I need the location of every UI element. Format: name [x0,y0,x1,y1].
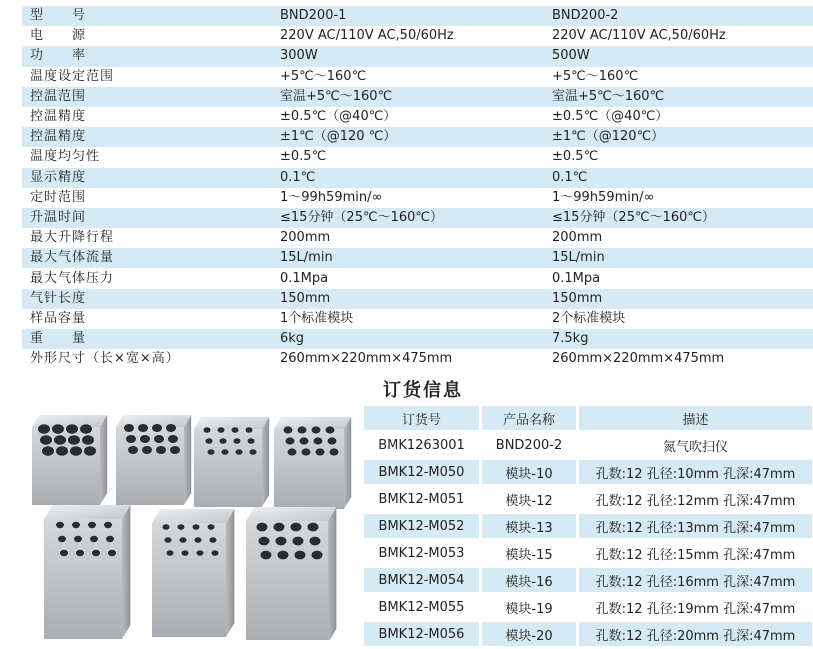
spec-value-bnd200-1: 260mm×220mm×475mm [280,351,453,367]
spec-row [22,168,813,188]
spec-label: 功 率 [22,46,280,66]
spec-value-bnd200-1: 室温+5℃～160℃ [280,87,552,107]
order-description: 孔数:12 孔径:10mm 孔深:47mm [579,460,812,484]
order-description: 孔数:12 孔径:19mm 孔深:47mm [595,601,796,617]
spec-label: 样品容量 [30,310,87,326]
spec-row [22,309,813,329]
spec-value-bnd200-2: 0.1Mpa [552,270,601,286]
order-product-name: 模块-13 [482,514,579,538]
order-product-name: 模块-15 [482,541,579,565]
spec-value-bnd200-2: ±0.5℃（@40℃） [552,109,669,125]
order-code: BMK12-M050 [364,460,482,484]
spec-row [22,127,813,147]
spec-label: 定时范围 [30,189,87,205]
spec-row [22,208,813,228]
spec-label: 升温时间 [22,208,280,228]
spec-value-bnd200-2: 15L/min [552,248,813,268]
spec-value-bnd200-1: 1～99h59min/∞ [280,189,383,205]
spec-value-bnd200-1: 0.1℃ [280,168,552,188]
order-description: 氮气吹扫仪 [662,439,728,455]
spec-value-bnd200-2: ±0.5℃ [552,149,599,165]
spec-value-bnd200-1: BND200-1 [280,6,552,26]
heating-block [274,417,351,509]
order-product-name: 模块-16 [482,568,579,592]
spec-row [22,349,813,369]
spec-value-bnd200-1: ≤15分钟（25℃～160℃） [280,208,552,228]
spec-label: 最大升降行程 [30,230,115,246]
spec-table [22,6,813,369]
spec-value-bnd200-2: 7.5kg [552,329,813,349]
spec-value-bnd200-1: ±0.5℃ [280,149,327,165]
spec-value-bnd200-2: 500W [552,46,813,66]
spec-value-bnd200-1: +5℃～160℃ [280,68,367,84]
spec-value-bnd200-2: 室温+5℃～160℃ [552,87,813,107]
spec-value-bnd200-2: BND200-2 [552,6,813,26]
spec-value-bnd200-2: ±1℃（@120℃） [552,127,813,147]
order-code: BMK12-M052 [364,514,482,538]
heating-block [246,507,336,640]
spec-value-bnd200-1: ±1℃（@120 ℃） [280,127,552,147]
spec-value-bnd200-1: 300W [280,46,552,66]
order-product-name: BND200-2 [482,433,579,457]
order-row [364,487,812,511]
spec-value-bnd200-2: 260mm×220mm×475mm [552,351,725,367]
spec-value-bnd200-1: ±0.5℃（@40℃） [280,109,397,125]
spec-label: 温度设定范围 [30,68,115,84]
heating-blocks-photo [24,405,354,640]
spec-row [22,228,813,248]
spec-row [22,248,813,268]
order-info-title: 订货信息 [383,380,463,401]
order-row [364,541,812,565]
spec-label: 控温精度 [30,109,87,125]
order-table [364,403,812,649]
spec-label: 显示精度 [22,168,280,188]
spec-value-bnd200-2: +5℃～160℃ [552,68,639,84]
spec-label: 电 源 [30,28,87,44]
spec-value-bnd200-1: 15L/min [280,248,552,268]
spec-row [22,289,813,309]
spec-label: 控温精度 [22,127,280,147]
order-header-desc: 描述 [579,406,812,430]
spec-value-bnd200-1: 200mm [280,230,331,246]
order-code: BMK12-M054 [364,568,482,592]
spec-label: 最大气体流量 [22,248,280,268]
spec-row [22,46,813,66]
spec-label: 型 号 [22,6,280,26]
order-description: 孔数:12 孔径:15mm 孔深:47mm [595,547,796,563]
spec-value-bnd200-2: 0.1℃ [552,168,813,188]
spec-label: 控温范围 [22,87,280,107]
spec-value-bnd200-1: 150mm [280,289,552,309]
order-code: BMK1263001 [364,433,482,457]
spec-value-bnd200-2: 2个标准模块 [552,310,626,326]
spec-value-bnd200-2: 200mm [552,230,603,246]
heating-block [116,415,191,505]
spec-row [22,268,813,288]
order-header-row [364,406,812,430]
order-description: 孔数:12 孔径:20mm 孔深:47mm [579,622,812,646]
spec-value-bnd200-2: ≤15分钟（25℃～160℃） [552,208,813,228]
spec-row [22,67,813,87]
spec-value-bnd200-2: 150mm [552,289,813,309]
spec-row [22,26,813,46]
spec-value-bnd200-1: 1个标准模块 [280,310,354,326]
order-row [364,595,812,619]
heating-block [152,509,234,637]
order-description: 孔数:12 孔径:13mm 孔深:47mm [579,514,812,538]
spec-row [22,147,813,167]
order-header-code: 订货号 [364,406,482,430]
spec-value-bnd200-1: 0.1Mpa [280,270,329,286]
order-product-name: 模块-12 [482,487,579,511]
order-row [364,433,812,457]
order-product-name: 模块-19 [482,595,579,619]
order-row [364,622,812,646]
order-code: BMK12-M051 [364,487,482,511]
spec-row [22,87,813,107]
order-code: BMK12-M055 [364,595,482,619]
order-row [364,460,812,484]
order-code: BMK12-M056 [364,622,482,646]
spec-label: 气针长度 [22,289,280,309]
spec-row [22,107,813,127]
order-code: BMK12-M053 [364,541,482,565]
spec-value-bnd200-1: 6kg [280,329,552,349]
spec-row [22,6,813,26]
order-row [364,514,812,538]
order-description: 孔数:12 孔径:12mm 孔深:47mm [595,493,796,509]
order-header-name: 产品名称 [482,406,579,430]
order-product-name: 模块-10 [482,460,579,484]
heating-block [32,415,107,505]
spec-label: 重 量 [22,329,280,349]
spec-row [22,329,813,349]
heating-block [194,417,269,507]
order-row [364,568,812,592]
heating-block [44,505,130,639]
spec-value-bnd200-2: 220V AC/110V AC,50/60Hz [552,28,726,44]
spec-label: 温度均匀性 [30,149,101,165]
order-description: 孔数:12 孔径:16mm 孔深:47mm [579,568,812,592]
spec-value-bnd200-1: 220V AC/110V AC,50/60Hz [280,28,454,44]
spec-value-bnd200-2: 1～99h59min/∞ [552,189,655,205]
spec-row [22,188,813,208]
spec-label: 外形尺寸（长×宽×高） [30,351,180,367]
order-product-name: 模块-20 [482,622,579,646]
spec-label: 最大气体压力 [30,270,115,286]
